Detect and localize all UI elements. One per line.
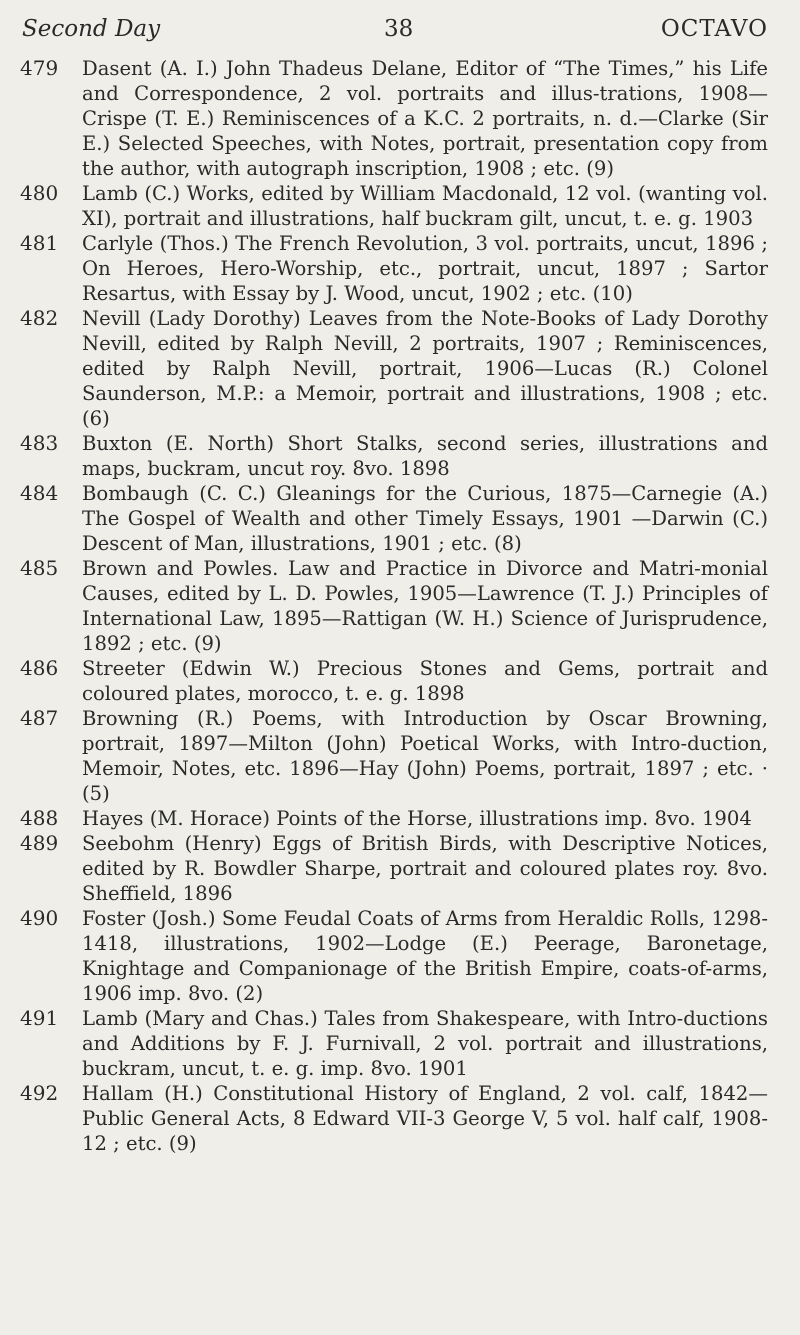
lot-entry bbox=[20, 906, 768, 1006]
lot-entry bbox=[20, 431, 768, 481]
lot-description: Hayes (M. Horace) Points of the Horse, illustrations imp. 8vo. 1904 bbox=[82, 807, 752, 830]
lot-description: Bombaugh (C. C.) Gleanings for the Curious, 1875—Carnegie (A.) The Gospel of Wealth and other Timely Essays, 1901 —Darwin (C.) Descent of Man, illustrations, 1901 ; etc. (8) bbox=[82, 482, 768, 555]
lot-entry bbox=[20, 231, 768, 306]
lot-entry bbox=[20, 831, 768, 906]
lot-number: 488 bbox=[20, 806, 59, 830]
lot-entry bbox=[20, 1081, 768, 1156]
lot-entry bbox=[20, 706, 768, 806]
lot-number: 483 bbox=[20, 431, 59, 455]
lot-number: 491 bbox=[20, 1006, 59, 1030]
lot-number: 485 bbox=[20, 556, 59, 580]
lot-description: Dasent (A. I.) John Thadeus Delane, Editor of “The Times,” his Life and Correspondence, 2 vol. portraits and illus-trations, 1908—Crispe (T. E.) Reminiscences of a K.C. 2 portraits, n. d.—Clarke (Sir E.) Selected Speeches, with Notes, portrait, presentation copy from the author, with autograph inscription, 1908 ; etc. (9) bbox=[82, 57, 768, 180]
lot-description: Foster (Josh.) Some Feudal Coats of Arms from Heraldic Rolls, 1298-1418, illustrations, 1902—Lodge (E.) Peerage, Baronetage, Knightage and Companionage of the British Empire, coats-of-arms, 1906 imp. 8vo. (2) bbox=[82, 907, 768, 1005]
lot-description: Nevill (Lady Dorothy) Leaves from the Note-Books of Lady Dorothy Nevill, edited by Ralph Nevill, 2 portraits, 1907 ; Reminiscences, edited by Ralph Nevill, portrait, 1906—Lucas (R.) Colonel Saunderson, M.P.: a Memoir, portrait and illustrations, 1908 ; etc. (6) bbox=[82, 307, 768, 430]
lot-number: 489 bbox=[20, 831, 59, 855]
lot-list bbox=[20, 56, 768, 1156]
lot-number: 479 bbox=[20, 56, 59, 80]
lot-entry bbox=[20, 806, 768, 831]
lot-number: 492 bbox=[20, 1081, 59, 1105]
lot-description: Browning (R.) Poems, with Introduction by Oscar Browning, portrait, 1897—Milton (John) Poetical Works, with Intro-duction, Memoir, Notes, etc. 1896—Hay (John) Poems, portrait, 1897 ; etc. · (5) bbox=[82, 707, 768, 805]
lot-number: 487 bbox=[20, 706, 59, 730]
lot-number: 481 bbox=[20, 231, 59, 255]
lot-entry bbox=[20, 56, 768, 181]
lot-entry bbox=[20, 556, 768, 656]
header-day: Second Day bbox=[22, 16, 161, 42]
lot-number: 480 bbox=[20, 181, 59, 205]
lot-description: Carlyle (Thos.) The French Revolution, 3 vol. portraits, uncut, 1896 ; On Heroes, Hero-Worship, etc., portrait, uncut, 1897 ; Sartor Resartus, with Essay by J. Wood, uncut, 1902 ; etc. (10) bbox=[82, 232, 768, 305]
lot-description: Streeter (Edwin W.) Precious Stones and Gems, portrait and coloured plates, morocco, t. e. g. 1898 bbox=[82, 657, 768, 705]
lot-description: Seebohm (Henry) Eggs of British Birds, with Descriptive Notices, edited by R. Bowdler Sharpe, portrait and coloured plates roy. 8vo. Sheffield, 1896 bbox=[82, 832, 768, 905]
lot-entry bbox=[20, 181, 768, 231]
lot-description: Buxton (E. North) Short Stalks, second series, illustrations and maps, buckram, uncut roy. 8vo. 1898 bbox=[82, 432, 768, 480]
lot-number: 490 bbox=[20, 906, 59, 930]
lot-description: Hallam (H.) Constitutional History of England, 2 vol. calf, 1842—Public General Acts, 8 Edward VII-3 George V, 5 vol. half calf, 1908-12 ; etc. (9) bbox=[82, 1082, 768, 1155]
lot-description: Lamb (C.) Works, edited by William Macdonald, 12 vol. (wanting vol. XI), portrait and illustrations, half buckram gilt, uncut, t. e. g. 1903 bbox=[82, 182, 768, 230]
lot-entry bbox=[20, 306, 768, 431]
lot-entry bbox=[20, 481, 768, 556]
lot-entry bbox=[20, 1006, 768, 1081]
lot-number: 486 bbox=[20, 656, 59, 680]
lot-description: Lamb (Mary and Chas.) Tales from Shakespeare, with Intro-ductions and Additions by F. J. Furnivall, 2 vol. portrait and illustrations, buckram, uncut, t. e. g. imp. 8vo. 1901 bbox=[82, 1007, 768, 1080]
lot-number: 484 bbox=[20, 481, 59, 505]
page-number: 38 bbox=[384, 16, 414, 42]
lot-description: Brown and Powles. Law and Practice in Divorce and Matri-monial Causes, edited by L. D. Powles, 1905—Lawrence (T. J.) Principles of International Law, 1895—Rattigan (W. H.) Science of Jurisprudence, 1892 ; etc. (9) bbox=[82, 557, 768, 655]
lot-entry bbox=[20, 656, 768, 706]
header-format: OCTAVO bbox=[660, 16, 768, 42]
lot-number: 482 bbox=[20, 306, 59, 330]
page-header bbox=[20, 16, 768, 56]
